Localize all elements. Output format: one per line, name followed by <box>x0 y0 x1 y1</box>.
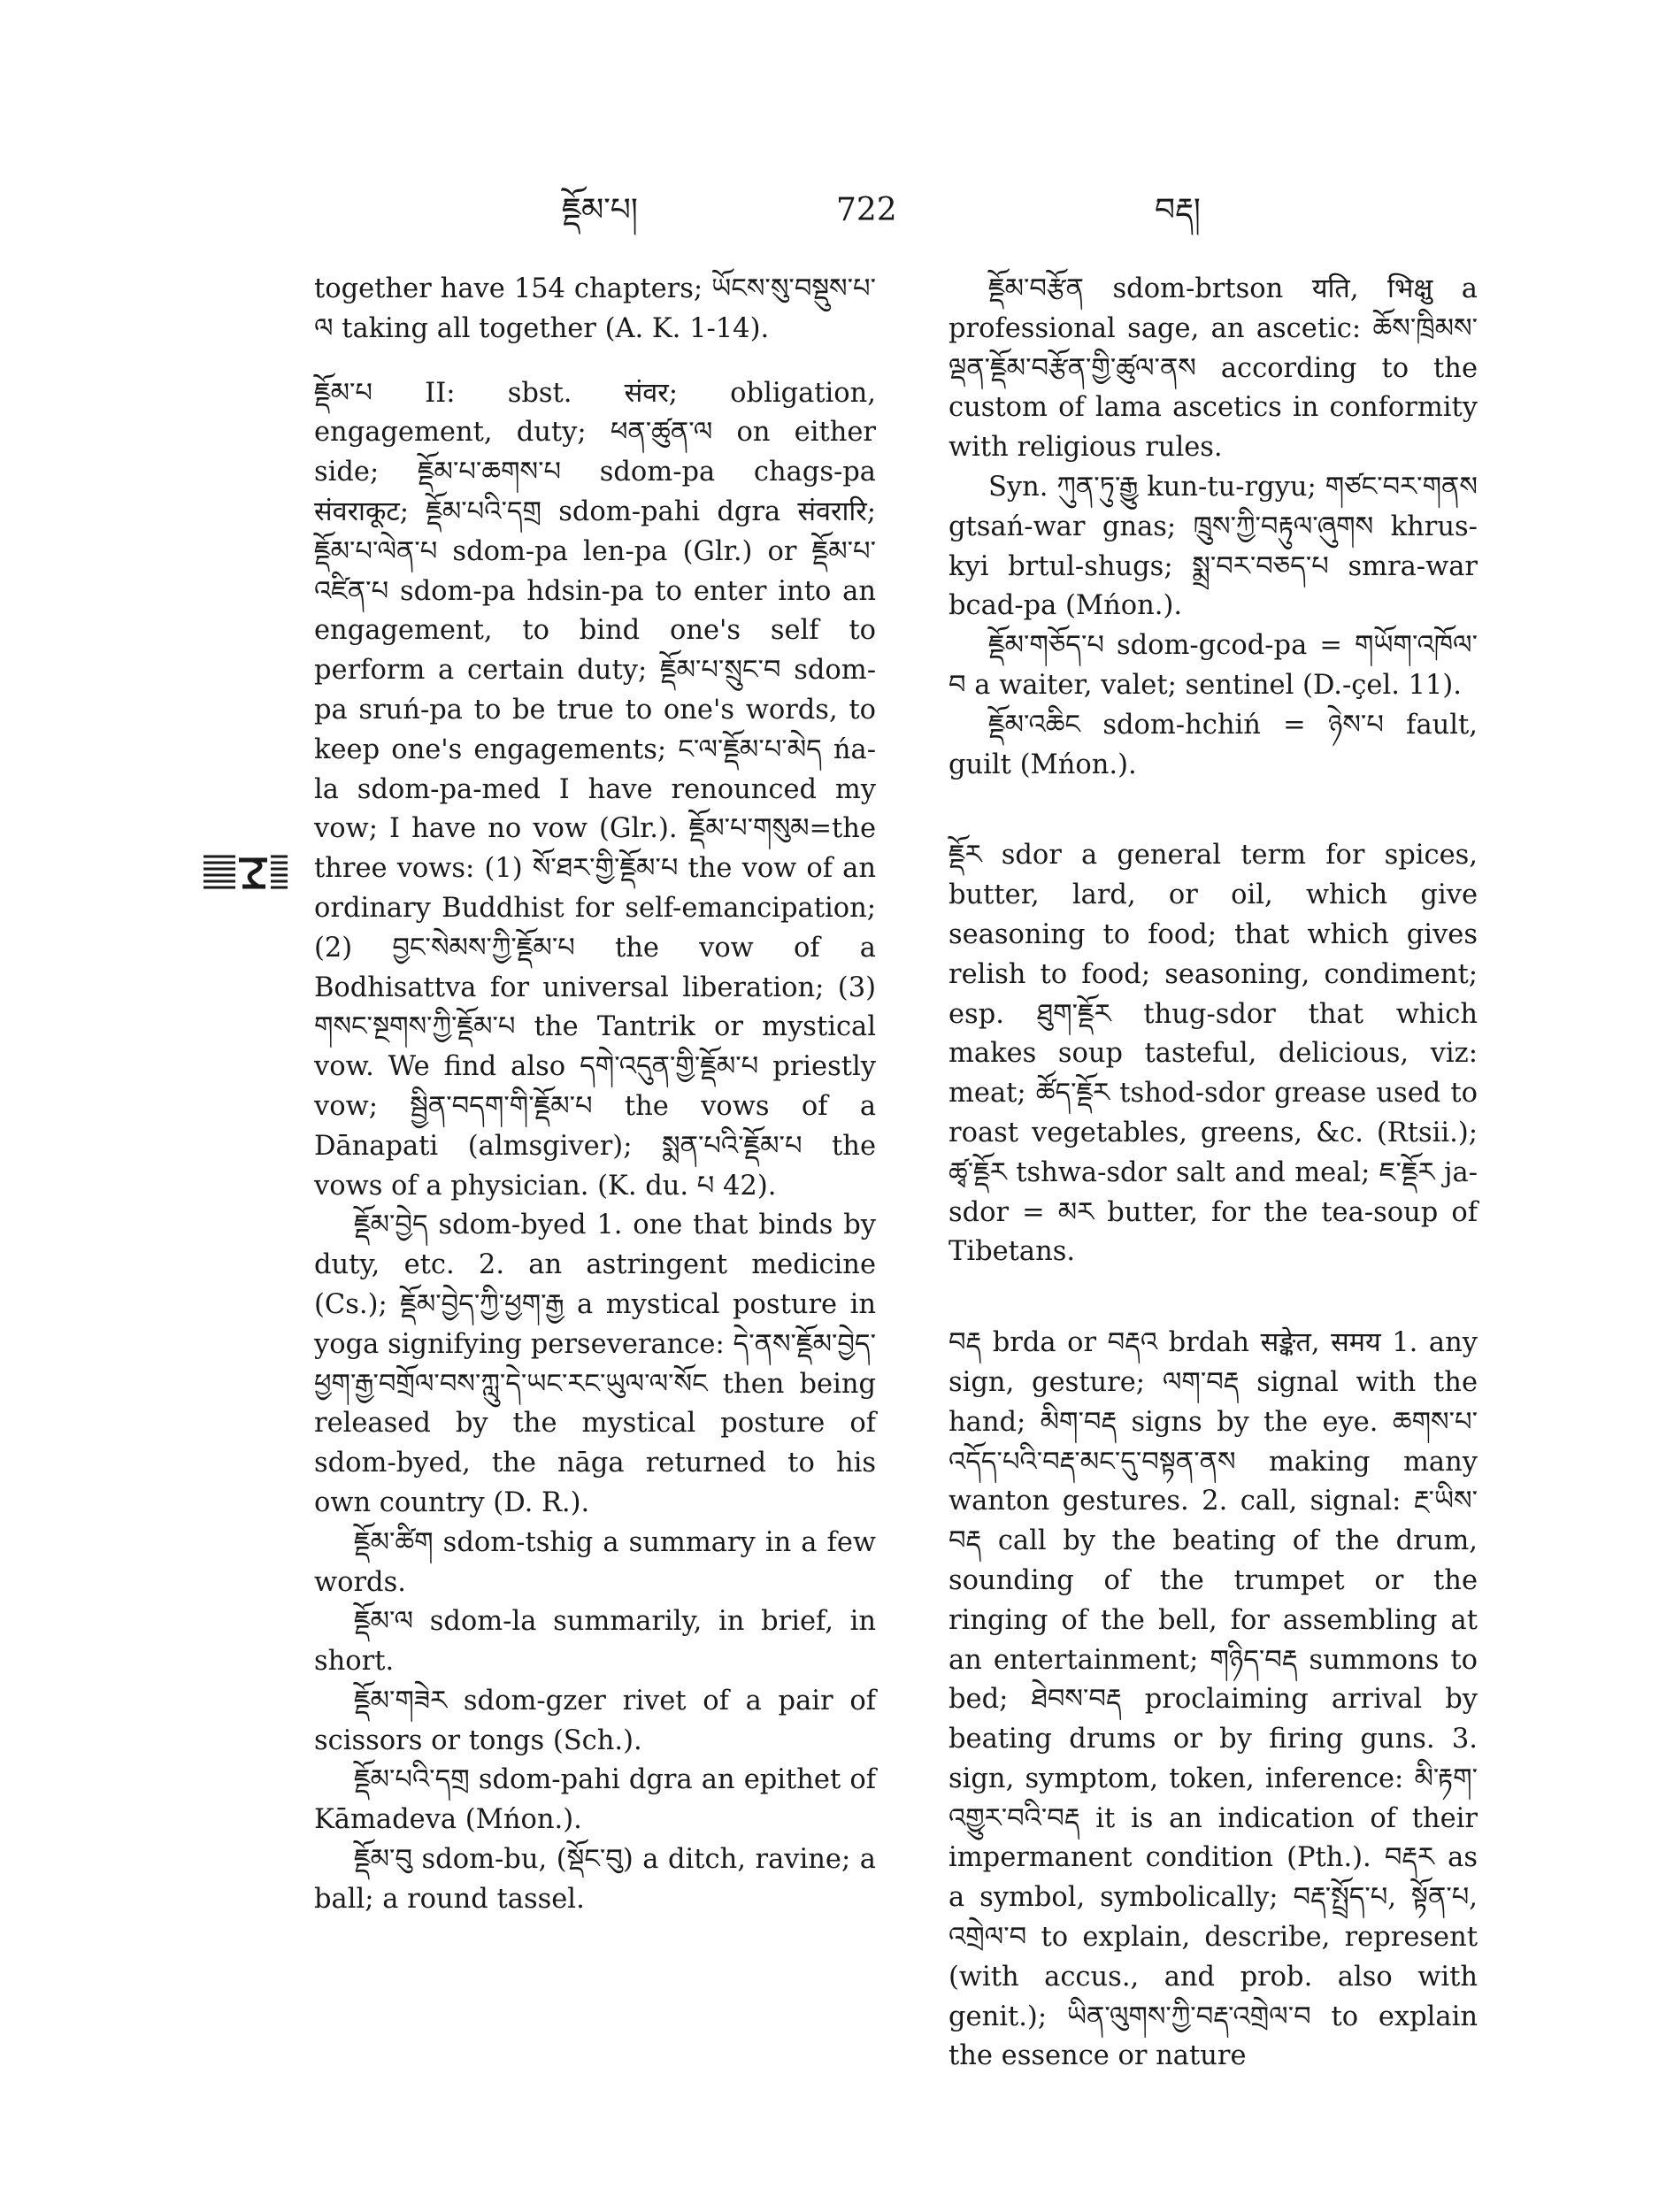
entry-sdom-brtson: ཇྡོམ་བརྩོན sdom-brtson यति, भिक्षु a professional sage, an ascetic: ཆོས་ཁྲིམས་ལྡན་ཇྡོམ་བརྩོན་གྱི་ཚུལ་ནས according to the custom of lama ascetics in conformity with religious rules. <box>949 273 1478 464</box>
entry-sdom-hchin: ཇྡོམ་འཆིང sdom-hchiń = ཉེས་པ fault, guilt (Mńon.). <box>949 709 1478 780</box>
entry-sdom-byed: ཇྡོམ་བྱེད sdom-byed 1. one that binds by duty, etc. 2. an astringent medicine (Cs.); ཇྡོམ་བྱེད་ཀྱི་ཕྱག་རྒྱ a mystical posture in yoga signifying perseverance: དེ་ནས་ཇྡོམ་བྱེད་ཕྱག་རྒྱ་བགྲོལ་བས་ཀླུ་དེ་ཡང་རང་ཡུལ་ལ་སོང then being released by the mystical posture of sdom-byed, the nāga returned to his own country (D. R.). <box>314 1210 876 1518</box>
entry-sdom-tshig: ཇྡོམ་ཚིག sdom-tshig a summary in a few words. <box>314 1526 876 1598</box>
entry-sdom-bu: ཇྡོམ་བུ sdom-bu, (སྡོང་བུ) a ditch, ravine; a ball; a round tassel. <box>314 1844 876 1915</box>
left-column <box>314 270 876 1920</box>
entry-sdom-pa-II: ཇྡོམ་པ II: sbst. संवर; obligation, engagement, duty; ཕན་ཚུན་ལ on either side; ཇྡོམ་པ་ཆགས་པ sdom-pa chags-pa संवराकूट; ཇྡོམ་པའི་དགྲ sdom-pahi dgra संवरारि; ཇྡོམ་པ་ལེན་པ sdom-pa len-pa (Glr.) or ཇྡོམ་པ་འཛིན་པ sdom-pa hdsin-pa to enter into an engagement, to bind one's self to perform a certain duty; ཇྡོམ་པ་སྲུང་བ sdom-pa sruń-pa to be true to one's words, to keep one's engagements; ང་ལ་ཇྡོམ་པ་མེད ńa-la sdom-pa-med I have renounced my vow; I have no vow (Glr.). ཇྡོམ་པ་གསུམ=the three vows: (1) སོ་ཐར་གྱི་ཇྡོམ་པ the vow of an ordinary Buddhist for self-emancipation; (2) བྱང་སེམས་ཀྱི་ཇྡོམ་པ the vow of a Bodhisattva for universal liberation; (3) གསང་སྔགས་ཀྱི་ཇྡོམ་པ the Tantrik or mystical vow. We find also དགེ་འདུན་གྱི་ཇྡོམ་པ priestly vow; སྦྱིན་བདག་གི་ཇྡོམ་པ the vows of a Dānapati (almsgiver); སྨན་པའི་ཇྡོམ་པ the vows of a physician. (K. du. པ 42). <box>314 377 876 1202</box>
entry-brda: བརྡ brda or བརྡའ brdah सङ्केत, समय 1. any sign, gesture; ལག་བརྡ signal with the hand; མིག་བརྡ signs by the eye. ཆགས་པ་འདོད་པའི་བརྡ་མང་དུ་བསྟན་ནས making many wanton gestures. 2. call, signal: རྔ་ཡིས་བརྡ call by the beating of the drum, sounding of the trumpet or the ringing of the bell, for assembling at an entertainment; གཉིད་བརྡ summons to bed; ཐེབས་བརྡ proclaiming arrival by beating drums or by firing guns. 3. sign, symptom, token, inference: མི་རྟག་འགྱུར་བའི་བརྡ it is an indication of their impermanent condition (Pth.). བརྡར as a symbol, symbolically; བརྡ་སྤྲོད་པ, སྟོན་པ, འགྲེལ་བ to explain, describe, represent (with accus., and prob. also with genit.); ཡིན་ལུགས་ཀྱི་བརྡ་འགྲེལ་བ to explain the essence or nature <box>949 1327 1478 2072</box>
right-column <box>949 270 1478 2077</box>
entry-continuation: together have 154 chapters; ཡོངས་སུ་བསྡུས་པ་ལ taking all together (A. K. 1-14). <box>314 273 876 344</box>
thumb-index-tab-icon <box>204 853 288 892</box>
entry-sdor: ཇྡོར sdor a general term for spices, butter, lard, or oil, which give seasoning to food; that which gives relish to food; seasoning, condiment; esp. ཐུག་ཇྡོར thug-sdor that which makes soup tasteful, delicious, viz: meat; ཚོད་ཇྡོར tshod-sdor grease used to roast vegetables, greens, &c. (Rtsii.); ཚྭ་ཇྡོར tshwa-sdor salt and meal; ཇ་ཇྡོར ja-sdor = མར butter, for the tea-soup of Tibetans. <box>949 840 1478 1268</box>
entry-sdom-gzer: ཇྡོམ་གཟེར sdom-gzer rivet of a pair of scissors or tongs (Sch.). <box>314 1685 876 1756</box>
entry-sdom-pahi-dgra: ཇྡོམ་པའི་དགྲ sdom-pahi dgra an epithet of Kāmadeva (Mńon.). <box>314 1764 876 1836</box>
entry-synonyms: Syn. ཀུན་ཏུ་རྒྱུ kun-tu-rgyu; གཙང་བར་གནས gtsań-war gnas; ཁྲུས་ཀྱི་བརྟུལ་ཞུགས khrus-kyi brtul-shugs; སྨྲ་བར་བཅད་པ smra-war bcad-pa (Mńon.). <box>949 471 1478 622</box>
entry-sdom-gcod-pa: ཇྡོམ་གཅོད་པ sdom-gcod-pa = གཡོག་འཁོལ་བ a waiter, valet; sentinel (D.-çel. 11). <box>949 630 1478 701</box>
page-number: 722 <box>836 192 897 228</box>
running-head-right: བརྡ། <box>1155 192 1201 228</box>
entry-sdom-la: ཇྡོམ་ལ sdom-la summarily, in brief, in short. <box>314 1606 876 1678</box>
running-head-left: ཇྡོམ་པ། <box>562 192 638 228</box>
